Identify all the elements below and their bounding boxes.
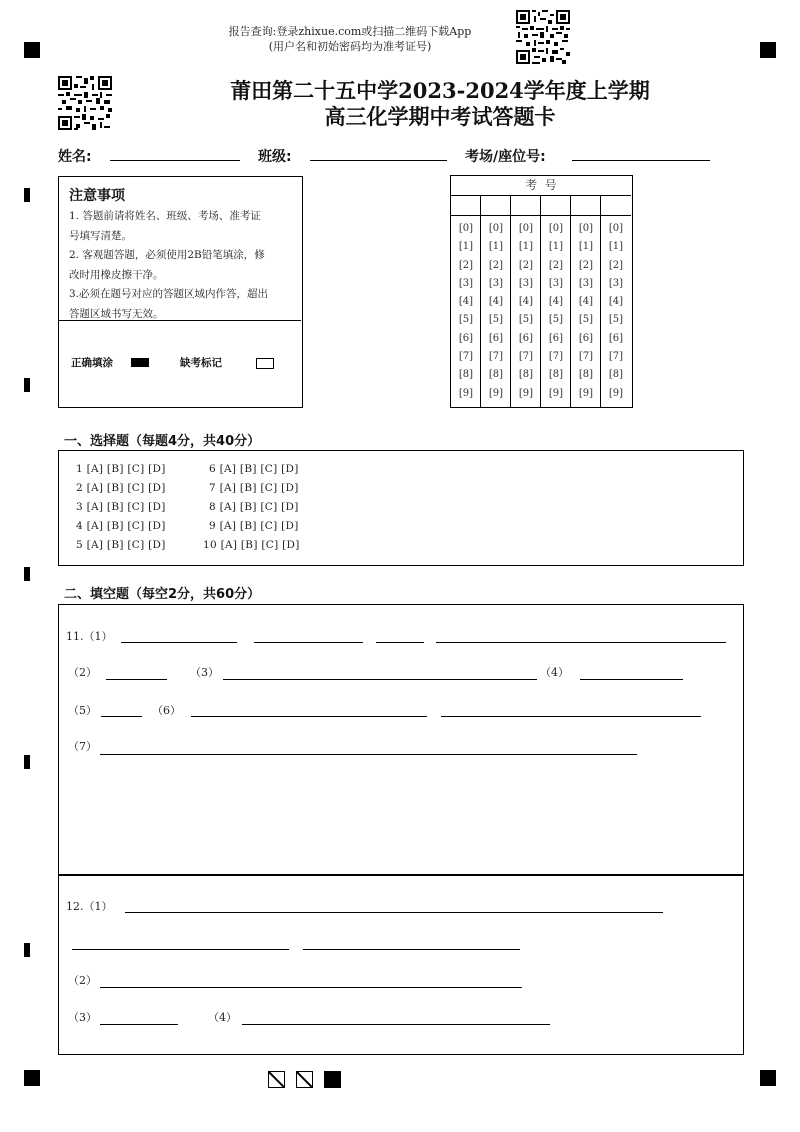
q11-blank-6b[interactable] — [441, 716, 701, 717]
qr-code-top[interactable] — [516, 10, 570, 64]
q12-blank-1a[interactable] — [125, 912, 663, 913]
exam-id-bubble[interactable]: [7] — [608, 351, 624, 363]
qr-code-left[interactable] — [58, 76, 112, 130]
exam-id-bubble[interactable]: [8] — [458, 369, 474, 381]
q11-part2-label: （2） — [68, 666, 97, 679]
exam-id-bubble[interactable]: [0] — [488, 223, 504, 234]
mc-row-6[interactable]: 6 [A] [B] [C] [D] — [209, 463, 299, 475]
notice-divider — [59, 320, 301, 321]
multiple-choice-box — [58, 450, 744, 566]
notice-item2-line1: 2. 客观题答题，必须使用2B铅笔填涂，修 — [69, 249, 265, 261]
q12-part3-label: （3） — [68, 1011, 97, 1024]
notice-text — [69, 207, 297, 324]
exam-id-column — [481, 220, 511, 403]
exam-id-bubble[interactable]: [6] — [518, 332, 534, 344]
q11-part3-label: （3） — [190, 666, 219, 679]
class-field[interactable] — [310, 160, 447, 161]
report-query-line2: (用户名和初始密码均为准考证号) — [268, 40, 432, 53]
q12-label: 12.（1） — [66, 900, 113, 913]
room-seat-field[interactable] — [572, 160, 710, 161]
name-field[interactable] — [110, 160, 240, 161]
mc-row-7[interactable]: 7 [A] [B] [C] [D] — [209, 482, 299, 494]
mc-row-2[interactable]: 2 [A] [B] [C] [D] — [76, 482, 166, 494]
fill-blank-title: 二、填空题（每空2分，共60分） — [64, 587, 261, 602]
q12-blank-2[interactable] — [100, 987, 522, 988]
exam-id-bubble[interactable]: [7] — [548, 351, 564, 363]
q12-blank-3[interactable] — [100, 1024, 178, 1025]
registration-mark-top-right — [760, 42, 776, 58]
exam-id-bubble[interactable]: [8] — [578, 369, 594, 381]
exam-id-bubble[interactable]: [4] — [548, 296, 564, 308]
exam-id-bubble[interactable]: [3] — [488, 277, 504, 289]
notice-item3-line2: 答题区域书写无效。 — [69, 307, 164, 320]
exam-id-bubble[interactable]: [0] — [458, 223, 474, 234]
exam-id-column — [511, 220, 541, 403]
page-marker-hatched-2 — [296, 1071, 313, 1088]
timing-mark — [24, 378, 30, 392]
exam-id-bubble[interactable]: [1] — [608, 241, 624, 253]
report-query-note — [200, 24, 500, 54]
exam-id-bubble[interactable]: [0] — [518, 223, 534, 234]
exam-id-bubble[interactable]: [2] — [458, 259, 474, 271]
exam-id-bubble[interactable]: [8] — [548, 369, 564, 381]
notice-item1-line1: 1. 答题前请将姓名、班级、考场、准考证 — [69, 210, 261, 222]
exam-id-bubble[interactable]: [8] — [608, 369, 624, 381]
exam-id-bubble[interactable]: [1] — [458, 241, 474, 253]
exam-id-bubble[interactable]: [9] — [608, 387, 624, 399]
q11-answer-box — [58, 604, 744, 876]
q11-part7-label: （7） — [68, 740, 97, 753]
q11-part6-label: （6） — [152, 704, 181, 717]
exam-id-bubble[interactable]: [3] — [578, 277, 594, 289]
exam-id-column — [571, 220, 601, 403]
exam-id-bubble[interactable]: [3] — [548, 277, 564, 289]
exam-id-bubble[interactable]: [3] — [608, 277, 624, 289]
exam-id-bubble[interactable]: [9] — [578, 387, 594, 399]
q11-blank-2[interactable] — [106, 679, 167, 680]
q11-blank-1a[interactable] — [121, 642, 237, 643]
q12-blank-1b[interactable] — [72, 949, 289, 950]
exam-id-bubble[interactable]: [7] — [578, 351, 594, 363]
notice-item2-line2: 改时用橡皮擦干净。 — [69, 268, 164, 281]
page-marker-hatched-1 — [268, 1071, 285, 1088]
correct-fill-sample — [131, 358, 149, 367]
exam-id-bubble[interactable]: [5] — [548, 314, 564, 326]
exam-id-bubble[interactable]: [1] — [518, 241, 534, 253]
exam-id-bubble[interactable]: [2] — [488, 259, 504, 271]
exam-id-bubble[interactable]: [4] — [518, 296, 534, 308]
registration-mark-bottom-left — [24, 1070, 40, 1086]
exam-id-bubble[interactable]: [8] — [488, 369, 504, 381]
exam-id-bubble[interactable]: [5] — [578, 314, 594, 326]
q11-part5-label: （5） — [68, 704, 97, 717]
timing-mark — [24, 943, 30, 957]
exam-id-bubble[interactable]: [8] — [518, 369, 534, 381]
mc-row-3[interactable]: 3 [A] [B] [C] [D] — [76, 501, 166, 513]
exam-id-bubble[interactable]: [1] — [488, 241, 504, 253]
exam-id-bubble[interactable]: [2] — [578, 259, 594, 271]
exam-id-bubble[interactable]: [5] — [608, 314, 624, 326]
exam-id-bubble[interactable]: [7] — [488, 351, 504, 363]
exam-id-bubble[interactable]: [7] — [458, 351, 474, 363]
exam-id-bubble[interactable]: [4] — [488, 296, 504, 308]
exam-id-bubble[interactable]: [5] — [458, 314, 474, 326]
exam-id-bubble[interactable]: [6] — [578, 332, 594, 344]
exam-id-header: 考 号 — [451, 176, 631, 196]
q12-part2-label: （2） — [68, 974, 97, 987]
exam-id-bubble[interactable]: [5] — [518, 314, 534, 326]
correct-fill-label: 正确填涂 — [71, 357, 113, 369]
timing-mark — [24, 567, 30, 581]
exam-id-column — [451, 220, 481, 403]
q12-answer-box — [58, 874, 744, 1055]
exam-title-line1: 莆田第二十五中学2023-2024学年度上学期 — [230, 78, 650, 103]
page-marker-solid — [324, 1071, 341, 1088]
name-label: 姓名: — [58, 149, 92, 165]
q11-label: 11.（1） — [66, 630, 113, 643]
multiple-choice-title: 一、选择题（每题4分，共40分） — [64, 434, 261, 449]
exam-id-bubble[interactable]: [2] — [518, 259, 534, 271]
notice-item1-line2: 号填写清楚。 — [69, 229, 132, 242]
q11-blank-1b[interactable] — [254, 642, 363, 643]
q12-part4-label: （4） — [208, 1011, 237, 1024]
exam-id-bubble[interactable]: [0] — [578, 223, 594, 234]
absent-mark-label: 缺考标记 — [180, 357, 222, 369]
mc-row-10[interactable]: 10 [A] [B] [C] [D] — [203, 539, 300, 551]
exam-id-bubble[interactable]: [2] — [608, 259, 624, 271]
exam-id-bubble[interactable]: [9] — [458, 387, 474, 399]
notice-item3-line1: 3.必须在题号对应的答题区域内作答，超出 — [69, 288, 269, 300]
q11-part4-label: （4） — [540, 666, 569, 679]
exam-id-bubble[interactable]: [5] — [488, 314, 504, 326]
report-query-line1: 报告查询:登录zhixue.com或扫描二维码下载App — [228, 25, 472, 38]
q11-blank-4[interactable] — [580, 679, 683, 680]
q12-blank-4[interactable] — [242, 1024, 550, 1025]
room-seat-label: 考场/座位号: — [465, 149, 546, 165]
exam-id-bubble[interactable]: [6] — [458, 332, 474, 344]
mc-row-5[interactable]: 5 [A] [B] [C] [D] — [76, 539, 166, 551]
exam-id-bubble[interactable]: [6] — [608, 332, 624, 344]
absent-mark-box[interactable] — [256, 358, 274, 369]
exam-id-bubble[interactable]: [2] — [548, 259, 564, 271]
registration-mark-top-left — [24, 42, 40, 58]
exam-id-bubble[interactable]: [6] — [488, 332, 504, 344]
exam-id-bubble[interactable]: [7] — [518, 351, 534, 363]
exam-id-bubble[interactable]: [0] — [608, 223, 624, 234]
registration-mark-bottom-right — [760, 1070, 776, 1086]
q11-blank-1c[interactable] — [376, 642, 424, 643]
exam-id-bubble[interactable]: [4] — [608, 296, 624, 308]
notice-box — [58, 176, 303, 408]
exam-id-column — [541, 220, 571, 403]
exam-id-bubble[interactable]: [6] — [548, 332, 564, 344]
mc-row-9[interactable]: 9 [A] [B] [C] [D] — [209, 520, 299, 532]
mc-row-8[interactable]: 8 [A] [B] [C] [D] — [209, 501, 299, 513]
exam-id-bubble[interactable]: [4] — [578, 296, 594, 308]
q12-blank-1c[interactable] — [303, 949, 520, 950]
exam-id-bubble[interactable]: [9] — [548, 387, 564, 399]
mc-row-1[interactable]: 1 [A] [B] [C] [D] — [76, 463, 166, 475]
q11-blank-6a[interactable] — [191, 716, 427, 717]
exam-id-bubble[interactable]: [3] — [458, 277, 474, 289]
exam-id-bubble[interactable]: [9] — [488, 387, 504, 399]
exam-id-bubble[interactable]: [3] — [518, 277, 534, 289]
class-label: 班级: — [258, 149, 292, 165]
exam-id-column — [601, 220, 631, 403]
q11-blank-5[interactable] — [101, 716, 142, 717]
exam-id-bubble[interactable]: [0] — [548, 223, 564, 234]
timing-mark — [24, 755, 30, 769]
exam-id-write-row — [451, 195, 631, 216]
exam-id-bubble[interactable]: [1] — [578, 241, 594, 253]
exam-id-bubble[interactable]: [1] — [548, 241, 564, 253]
q11-blank-3[interactable] — [223, 679, 537, 680]
q11-blank-1d[interactable] — [436, 642, 726, 643]
notice-title: 注意事项 — [69, 188, 125, 204]
exam-id-bubble[interactable]: [4] — [458, 296, 474, 308]
q11-blank-7[interactable] — [100, 754, 637, 755]
exam-id-bubble[interactable]: [9] — [518, 387, 534, 399]
mc-row-4[interactable]: 4 [A] [B] [C] [D] — [76, 520, 166, 532]
exam-id-grid — [450, 175, 633, 408]
exam-title-line2: 高三化学期中考试答题卡 — [324, 104, 556, 129]
timing-mark — [24, 188, 30, 202]
